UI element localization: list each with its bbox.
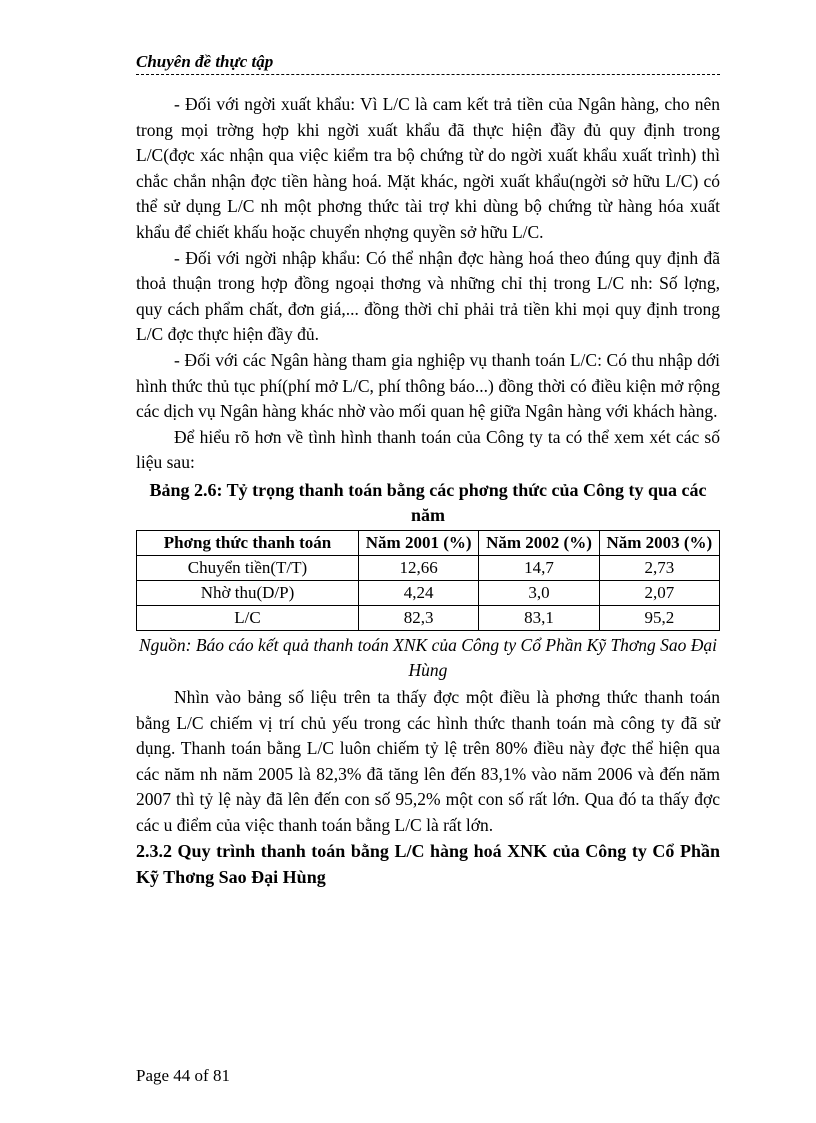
column-header-2002: Năm 2002 (%) [479, 530, 599, 555]
table-row [137, 580, 720, 605]
table-source-note: Nguồn: Báo cáo kết quả thanh toán XNK của Công ty Cổ Phần Kỹ Thơng Sao Đại Hùng [138, 634, 718, 680]
paragraph-banks: - Đối với các Ngân hàng tham gia nghiệp vụ thanh toán L/C: Có thu nhập dới hình thức thủ tục phí(phí mở L/C, phí thông báo...) đồng thời có điều kiện mở rộng các dịch vụ Ngân hàng khác nhờ vào mối quan hệ giữa Ngân hàng với khách hàng. [136, 349, 720, 422]
paragraph-importer: - Đối với ngời nhập khẩu: Có thể nhận đợc hàng hoá theo đúng quy định đã thoả thuận trong hợp đồng ngoại thơng và những chỉ thị trong L/C nh: Số lợng, quy cách phẩm chất, đơn giá,... đồng thời chỉ phải trả tiền khi mọi quy định trong L/C đợc thực hiện đầy đủ. [136, 247, 720, 345]
table-cell: 12,66 [359, 555, 479, 580]
table-cell: 3,0 [479, 580, 599, 605]
paragraph-intro-table: Để hiểu rõ hơn về tình hình thanh toán của Công ty ta có thể xem xét các số liệu sau: [136, 426, 720, 473]
page-header: Chuyên đề thực tập [136, 52, 720, 75]
table-cell: 95,2 [599, 605, 719, 630]
column-header-2003: Năm 2003 (%) [599, 530, 719, 555]
section-heading: 2.3.2 Quy trình thanh toán bằng L/C hàng hoá XNK của Công ty Cổ Phần Kỹ Thơng Sao Đại Hùng [136, 841, 720, 888]
payment-methods-table [136, 530, 720, 631]
table-row [137, 555, 720, 580]
table-cell: 14,7 [479, 555, 599, 580]
page-number: Page 44 of 81 [136, 1066, 230, 1085]
table-row [137, 605, 720, 630]
table-title: Bảng 2.6: Tỷ trọng thanh toán bằng các phơng thức của Công ty qua các năm [149, 479, 707, 525]
table-cell: 4,24 [359, 580, 479, 605]
table-header-row [137, 530, 720, 555]
table-cell: 2,07 [599, 580, 719, 605]
table-cell: L/C [137, 605, 359, 630]
table-cell: 83,1 [479, 605, 599, 630]
table-cell: Nhờ thu(D/P) [137, 580, 359, 605]
paragraph-analysis: Nhìn vào bảng số liệu trên ta thấy đợc một điều là phơng thức thanh toán bằng L/C chiếm vị trí chủ yếu trong các hình thức thanh toán mà công ty đã sử dụng. Thanh toán bằng L/C luôn chiếm tỷ lệ trên 80% điều này đợc thể hiện qua các năm nh năm 2005 là 82,3% đã tăng lên đến 83,1% vào năm 2006 và đến năm 2007 thì tỷ lệ này đã lên đến con số 95,2% một con số rất lớn. Qua đó ta thấy đợc các u điểm của việc thanh toán bằng L/C là rất lớn. [136, 686, 720, 835]
table-cell: 82,3 [359, 605, 479, 630]
document-body [136, 92, 720, 890]
table-cell: Chuyển tiền(T/T) [137, 555, 359, 580]
table-cell: 2,73 [599, 555, 719, 580]
column-header-method: Phơng thức thanh toán [137, 530, 359, 555]
paragraph-exporter: - Đối với ngời xuất khẩu: Vì L/C là cam kết trả tiền của Ngân hàng, cho nên trong mọi trờng hợp khi ngời xuất khẩu đã thực hiện đầy đủ quy định trong L/C(đợc xác nhận qua việc kiểm tra bộ chứng từ do ngời xuất khẩu xuất trình) thì chắc chắn nhận đợc tiền hàng hoá. Mặt khác, ngời xuất khẩu(ngời sở hữu L/C) có thể sử dụng L/C nh một phơng thức tài trợ khi dùng bộ chứng từ hàng hóa xuất khẩu để chiết khấu hoặc chuyển nhợng quyền sở hữu L/C. [136, 94, 720, 242]
column-header-2001: Năm 2001 (%) [359, 530, 479, 555]
